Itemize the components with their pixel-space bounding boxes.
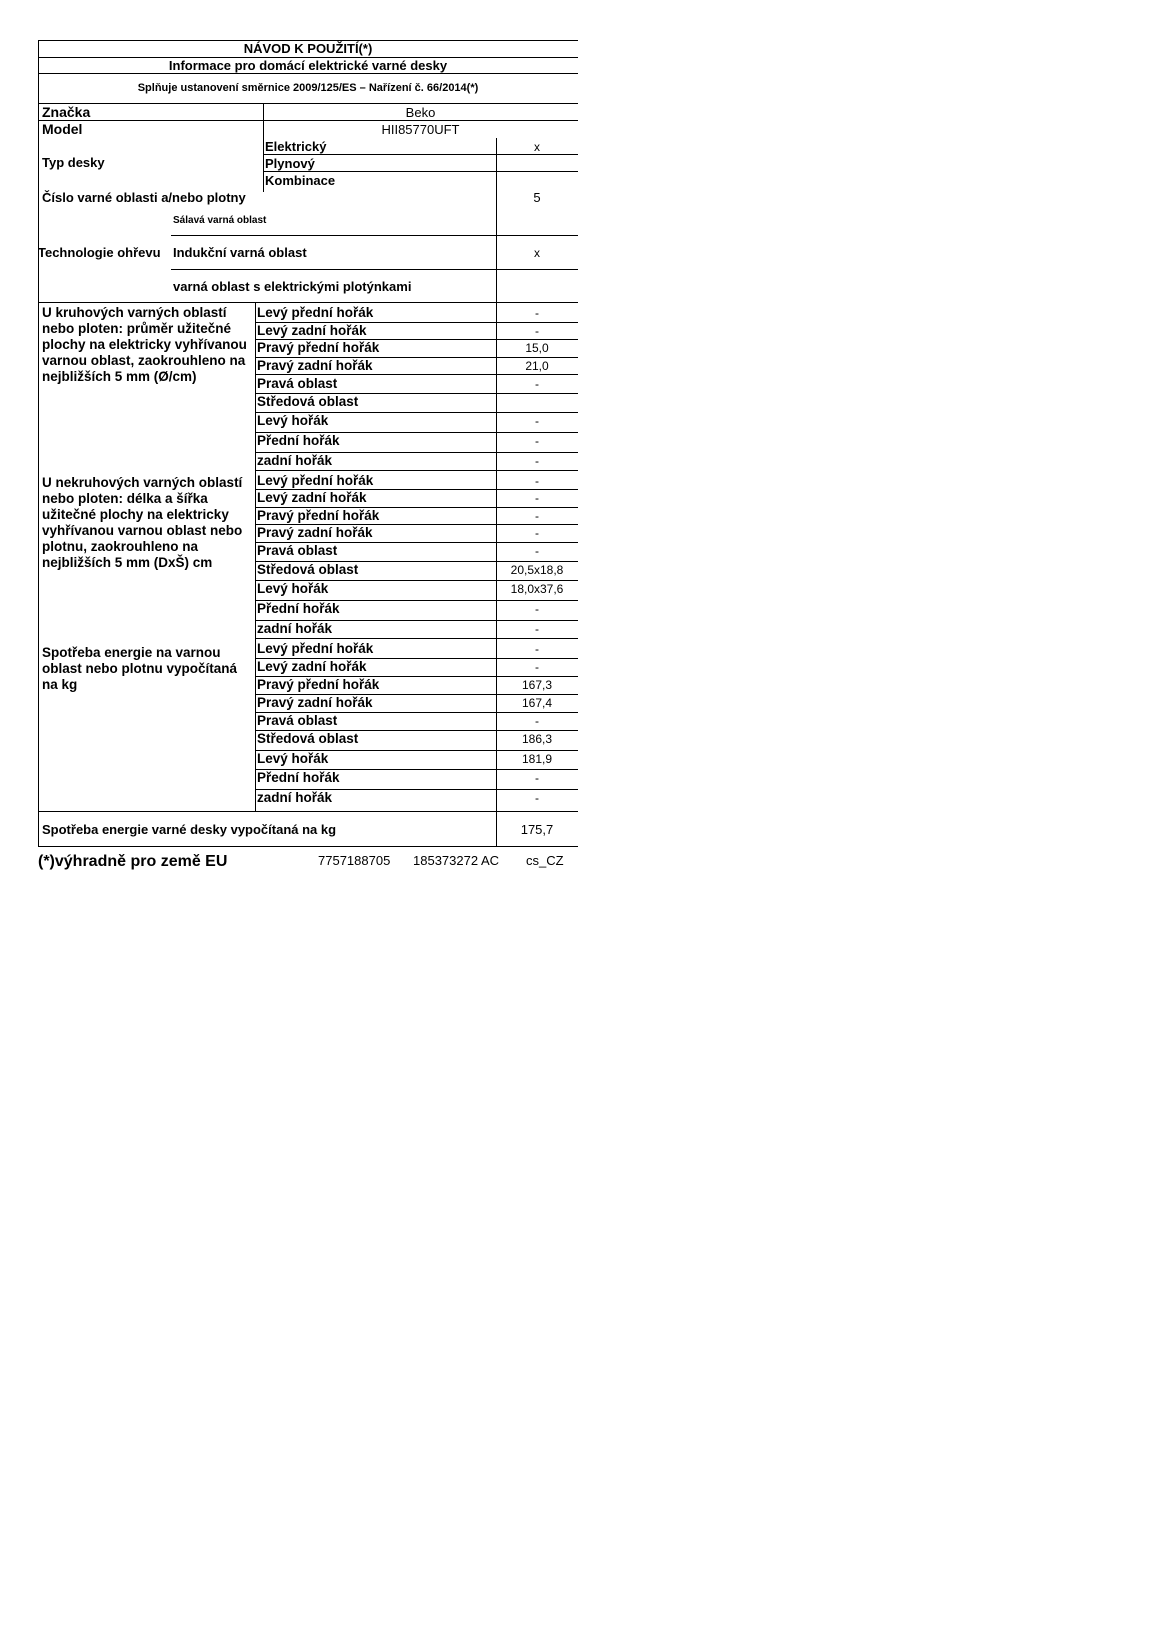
energy-total-label: Spotřeba energie varné desky vypočítaná na kg — [42, 822, 337, 837]
zone-row-label: Pravý přední hořák — [257, 340, 380, 355]
zone-row-value: - — [535, 509, 539, 523]
zone-row-label: Pravý zadní hořák — [257, 695, 373, 710]
row-divider — [255, 789, 578, 790]
heating-value: x — [534, 246, 540, 260]
zone-row-label: Pravý zadní hořák — [257, 525, 373, 540]
zone-row-label: Levý přední hořák — [257, 473, 374, 488]
row-divider — [255, 712, 578, 713]
row-divider — [255, 600, 578, 601]
row-divider — [255, 412, 578, 413]
footer-note: (*)výhradně pro země EU — [38, 853, 228, 870]
heating-option: Indukční varná oblast — [173, 245, 307, 260]
row-divider — [255, 561, 578, 562]
rule — [263, 171, 578, 172]
row-divider — [255, 694, 578, 695]
zone-row-value: - — [535, 544, 539, 558]
footer-code: 185373272 AC — [413, 853, 500, 868]
energy-total-value: 175,7 — [520, 822, 554, 837]
page-title: NÁVOD K POUŽITÍ(*) — [243, 41, 373, 56]
zone-row-label: Středová oblast — [257, 731, 359, 746]
zone-row-value: 18,0x37,6 — [510, 582, 564, 596]
zone-row-value: - — [535, 622, 539, 636]
zone-row-label: Přední hořák — [257, 770, 340, 785]
zone-row-value: 20,5x18,8 — [510, 563, 564, 577]
row-divider — [255, 769, 578, 770]
zone-row-label: Přední hořák — [257, 433, 340, 448]
row-divider — [255, 322, 578, 323]
zone-row-label: Levý hořák — [257, 581, 329, 596]
col-divider — [496, 138, 497, 302]
zone-row-label: Pravý přední hořák — [257, 508, 380, 523]
zone-row-value: - — [535, 526, 539, 540]
zone-row-value: 167,4 — [521, 696, 553, 710]
page-subtitle: Informace pro domácí elektrické varné desky — [168, 58, 448, 73]
zone-row-label: Levý hořák — [257, 751, 329, 766]
zone-row-label: Levý hořák — [257, 413, 329, 428]
row-divider — [255, 339, 578, 340]
zone-row-value: - — [535, 714, 539, 728]
zone-count-value: 5 — [533, 190, 541, 205]
zone-row-label: zadní hořák — [257, 453, 333, 468]
zone-row-value: - — [535, 434, 539, 448]
regulation-text: Splňuje ustanovení směrnice 2009/125/ES – Nařízení č. 66/2014(*) — [137, 82, 479, 94]
zone-row-value: 181,9 — [521, 752, 553, 766]
heating-technology-label: Technologie ohřevu — [38, 245, 161, 260]
row-divider — [255, 432, 578, 433]
heating-option: varná oblast s elektrickými plotýnkami — [173, 279, 412, 294]
row-divider — [255, 658, 578, 659]
model-label: Model — [42, 121, 83, 137]
zone-row-value: - — [535, 414, 539, 428]
zone-row-label: Pravá oblast — [257, 713, 338, 728]
zone-row-label: Pravá oblast — [257, 376, 338, 391]
zone-row-label: Pravá oblast — [257, 543, 338, 558]
col-divider — [255, 302, 256, 811]
brand-value: Beko — [405, 105, 436, 120]
row-divider — [255, 524, 578, 525]
footer-code: 7757188705 — [318, 853, 391, 868]
rule — [38, 103, 578, 104]
circular-zones-label: U kruhových varných oblastí nebo ploten: průměr užitečné plochy na elektricky vyhřívanou varnou oblast, zaokrouhleno na nejbližších 5 mm (Ø/cm) — [42, 305, 247, 384]
rule — [263, 154, 578, 155]
row-divider — [255, 542, 578, 543]
border-bottom — [38, 846, 578, 847]
model-value: HII85770UFT — [381, 122, 460, 137]
zone-row-label: Středová oblast — [257, 394, 359, 409]
border-left — [38, 40, 39, 846]
row-divider — [255, 676, 578, 677]
zone-row-value: - — [535, 602, 539, 616]
rule — [38, 73, 578, 74]
zone-row-label: Levý zadní hořák — [257, 323, 367, 338]
zone-row-label: Přední hořák — [257, 601, 340, 616]
section-divider — [255, 470, 578, 471]
row-divider — [255, 452, 578, 453]
row-divider — [255, 393, 578, 394]
zone-row-value: 186,3 — [521, 732, 553, 746]
zone-row-label: Levý zadní hořák — [257, 659, 367, 674]
rule — [171, 235, 578, 236]
zone-row-value: - — [535, 474, 539, 488]
rule — [38, 120, 578, 121]
zone-row-value: - — [535, 306, 539, 320]
zone-row-label: zadní hořák — [257, 621, 333, 636]
zone-row-value: 15,0 — [525, 341, 549, 355]
row-divider — [255, 620, 578, 621]
zone-row-value: - — [535, 642, 539, 656]
row-divider — [255, 507, 578, 508]
zone-row-value: 167,3 — [521, 678, 553, 692]
hob-type-label: Typ desky — [42, 155, 105, 170]
rule — [171, 269, 578, 270]
zone-row-value: - — [535, 454, 539, 468]
zone-row-label: Pravý zadní hořák — [257, 358, 373, 373]
row-divider — [255, 374, 578, 375]
zone-row-label: Pravý přední hořák — [257, 677, 380, 692]
hob-type-value: x — [534, 140, 540, 154]
zone-row-value: - — [535, 377, 539, 391]
zone-row-value: 21,0 — [525, 359, 549, 373]
noncircular-zones-label: U nekruhových varných oblastí nebo ploten: délka a šířka užitečné plochy na elektricky vyhřívanou varnou oblast nebo plotnu, zaokrouhleno na nejbližších 5 mm (DxŠ) cm — [42, 475, 243, 570]
zone-row-value: - — [535, 791, 539, 805]
zone-row-value: - — [535, 491, 539, 505]
hob-type-option: Elektrický — [265, 139, 327, 154]
hob-type-option: Kombinace — [265, 173, 336, 188]
zone-row-label: Středová oblast — [257, 562, 359, 577]
row-divider — [255, 580, 578, 581]
zone-row-label: Levý zadní hořák — [257, 490, 367, 505]
zone-row-value: - — [535, 324, 539, 338]
brand-label: Značka — [42, 104, 91, 120]
zone-count-label: Číslo varné oblasti a/nebo plotny — [42, 190, 246, 205]
energy-per-zone-label: Spotřeba energie na varnou oblast nebo plotnu vypočítaná na kg — [42, 645, 238, 692]
section-divider — [255, 638, 578, 639]
zone-row-label: Levý přední hořák — [257, 305, 374, 320]
zone-row-value: - — [535, 660, 539, 674]
zone-row-label: Levý přední hořák — [257, 641, 374, 656]
row-divider — [255, 489, 578, 490]
zone-row-value: - — [535, 771, 539, 785]
heating-option: Sálavá varná oblast — [173, 215, 267, 226]
row-divider — [255, 750, 578, 751]
row-divider — [255, 357, 578, 358]
footer-locale: cs_CZ — [526, 853, 564, 868]
zone-row-label: zadní hořák — [257, 790, 333, 805]
rule — [38, 302, 578, 303]
rule — [38, 811, 578, 812]
hob-type-option: Plynový — [265, 156, 315, 171]
row-divider — [255, 730, 578, 731]
